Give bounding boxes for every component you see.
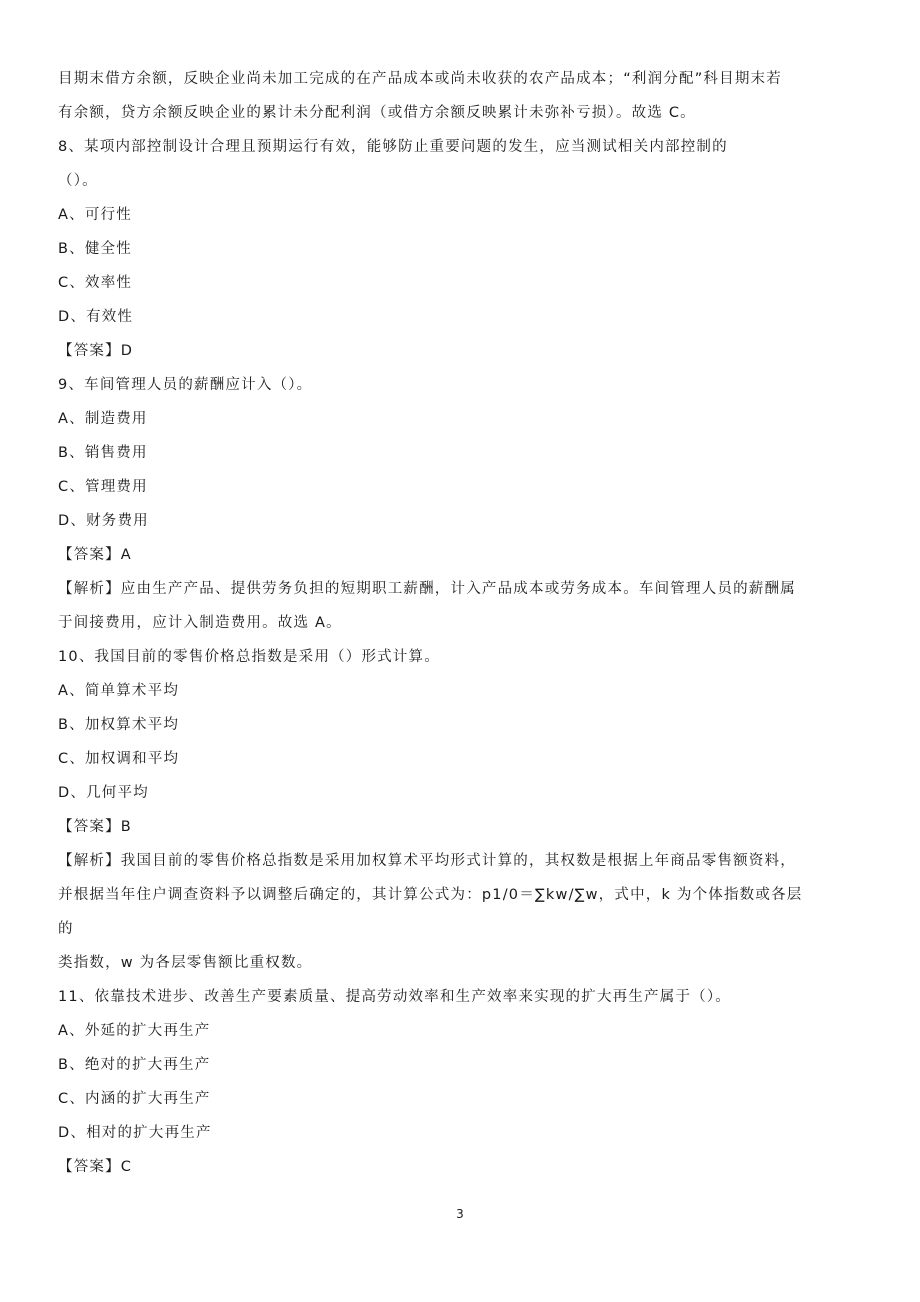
question-8-option-a: A、可行性 xyxy=(58,207,132,223)
question-10-option-b: B、加权算术平均 xyxy=(58,717,180,733)
question-9-option-a: A、制造费用 xyxy=(58,411,148,427)
question-10-answer: 【答案】B xyxy=(58,819,132,835)
question-11-option-b: B、绝对的扩大再生产 xyxy=(58,1057,211,1073)
question-9-option-b: B、销售费用 xyxy=(58,445,148,461)
question-9-answer: 【答案】A xyxy=(58,547,132,563)
question-11-option-c: C、内涵的扩大再生产 xyxy=(58,1091,211,1107)
question-8-answer: 【答案】D xyxy=(58,343,134,359)
question-9-stem: 9、车间管理人员的薪酬应计入（）。 xyxy=(58,377,313,393)
question-11-stem: 11、依靠技术进步、改善生产要素质量、提高劳动效率和生产效率来实现的扩大再生产属于（）。 xyxy=(58,989,731,1005)
question-10-option-d: D、几何平均 xyxy=(58,785,149,801)
page-content xyxy=(58,62,858,1184)
text-line: 有余额，贷方余额反映企业的累计未分配利润（或借方余额反映累计未弥补亏损）。故选 C。 xyxy=(58,105,696,121)
question-9-analysis: 【解析】应由生产产品、提供劳务负担的短期职工薪酬，计入产品成本或劳务成本。车间管理人员的薪酬属 xyxy=(58,581,796,597)
page-number: 3 xyxy=(456,1207,464,1221)
question-10-analysis-cont: 的 xyxy=(58,921,74,937)
question-11-option-a: A、外延的扩大再生产 xyxy=(58,1023,211,1039)
question-9-option-d: D、财务费用 xyxy=(58,513,149,529)
question-10-analysis: 【解析】我国目前的零售价格总指数是采用加权算术平均形式计算的，其权数是根据上年商品零售额资料， xyxy=(58,853,796,869)
question-9-analysis-cont: 于间接费用，应计入制造费用。故选 A。 xyxy=(58,615,342,631)
question-10-analysis-cont: 并根据当年住户调查资料予以调整后确定的，其计算公式为：p1/0＝∑kw/∑w，式中，k 为个体指数或各层 xyxy=(58,887,803,903)
question-10-option-a: A、简单算术平均 xyxy=(58,683,180,699)
question-11-answer: 【答案】C xyxy=(58,1159,133,1175)
question-10-stem: 10、我国目前的零售价格总指数是采用（）形式计算。 xyxy=(58,649,440,665)
question-10-analysis-cont: 类指数，w 为各层零售额比重权数。 xyxy=(58,955,313,971)
question-8-option-d: D、有效性 xyxy=(58,309,134,325)
question-11-option-d: D、相对的扩大再生产 xyxy=(58,1125,212,1141)
question-8-stem: 8、某项内部控制设计合理且预期运行有效，能够防止重要问题的发生，应当测试相关内部控制的 xyxy=(58,139,728,155)
question-10-option-c: C、加权调和平均 xyxy=(58,751,180,767)
question-8-option-c: C、效率性 xyxy=(58,275,133,291)
question-8-option-b: B、健全性 xyxy=(58,241,132,257)
question-9-option-c: C、管理费用 xyxy=(58,479,148,495)
question-8-stem-cont: （）。 xyxy=(58,173,98,189)
text-line: 目期末借方余额，反映企业尚未加工完成的在产品成本或尚未收获的农产品成本；“利润分配”科目期末若 xyxy=(58,71,782,87)
